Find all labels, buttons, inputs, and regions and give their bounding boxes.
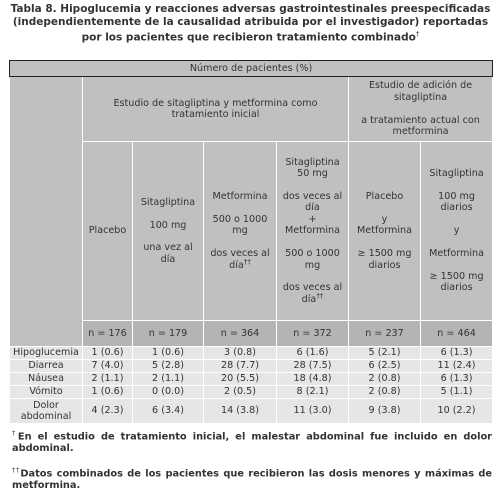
col-header-sitagliptina-metformina	[421, 142, 493, 321]
table-cell: 6 (1.3)	[421, 373, 493, 386]
col-combo-line5: 500 o 1000 mg	[285, 248, 340, 271]
table-cell: 1 (0.6)	[83, 347, 133, 360]
col-placebo2-line3: Metformina	[357, 225, 412, 237]
n-cell: n = 176	[83, 321, 133, 347]
header-group-addition	[349, 77, 493, 142]
footnote-2-mark: ††	[12, 466, 21, 474]
col-sita2-line4: Metformina	[429, 248, 485, 260]
table-cell: 11 (2.4)	[421, 360, 493, 373]
table-row	[10, 386, 493, 399]
footnote-1-text: En el estudio de tratamiento inicial, el malestar abdominal fue incluido en dolor abdominal.	[12, 431, 493, 455]
footnote-1	[12, 427, 492, 455]
col-sita2-line3: y	[453, 225, 460, 237]
table-row	[10, 399, 493, 424]
n-cell: n = 237	[349, 321, 421, 347]
table-title	[4, 3, 497, 44]
title-footnote-mark: †	[415, 30, 420, 38]
header-group-addition-line1: Estudio de adición de sitagliptina	[368, 80, 473, 103]
row-label-vomito: Vómito	[10, 386, 83, 399]
table-cell: 9 (3.8)	[349, 399, 421, 424]
col-header-combination	[277, 142, 349, 321]
table-row	[10, 373, 493, 386]
table-cell: 2 (0.8)	[349, 386, 421, 399]
table-cell: 10 (2.2)	[421, 399, 493, 424]
col-placebo2-line1: Placebo	[365, 191, 404, 203]
col-sita2-line5: ≥ 1500 mg diarios	[429, 270, 484, 294]
col-met-line3: dos veces al día	[210, 248, 270, 271]
row-label-hipoglucemia: Hipoglucemia	[10, 347, 83, 360]
col-sita2-line2: 100 mg diarios	[438, 191, 475, 214]
table-cell: 1 (0.6)	[133, 347, 204, 360]
col-sita2-line1: Sitagliptina	[429, 168, 484, 180]
col-combo-footnote-mark: ††	[316, 291, 324, 300]
table-cell: 5 (1.1)	[421, 386, 493, 399]
n-cell: n = 372	[277, 321, 349, 347]
table-cell: 7 (4.0)	[83, 360, 133, 373]
col-sita-line3: una vez al día	[143, 242, 193, 265]
col-placebo2-line4: ≥ 1500 mg diarios	[357, 248, 412, 271]
footnote-1-mark: †	[12, 429, 18, 437]
header-patient-count: Número de pacientes (%)	[10, 61, 493, 77]
table-cell: 4 (2.3)	[83, 399, 133, 424]
col-combo-line2: dos veces al día	[282, 191, 343, 214]
header-group-initial: Estudio de sitagliptina y metformina como tratamiento inicial	[83, 77, 349, 142]
col-combo-line1: Sitagliptina 50 mg	[285, 156, 340, 180]
col-combo-line3: +	[308, 213, 317, 225]
col-header-sitagliptina	[133, 142, 204, 321]
table-cell: 3 (0.8)	[204, 347, 277, 360]
table-cell: 18 (4.8)	[277, 373, 349, 386]
table-title-text: Tabla 8. Hipoglucemia y reacciones adversas gastrointestinales preespecificadas (independientemente de la causalidad atribuida por el investigador) reportadas por los pacientes que recibieron tratamiento combinado	[10, 3, 491, 44]
table-cell: 6 (3.4)	[133, 399, 204, 424]
col-placebo2-line2: y	[381, 213, 388, 225]
table-cell: 6 (2.5)	[349, 360, 421, 373]
table-cell: 20 (5.5)	[204, 373, 277, 386]
table-cell: 0 (0.0)	[133, 386, 204, 399]
footnote-2-text: Datos combinados de los pacientes que recibieron las dosis menores y máximas de metformina.	[12, 468, 493, 492]
table-cell: 11 (3.0)	[277, 399, 349, 424]
footnote-2	[12, 464, 492, 492]
col-header-metformina	[204, 142, 277, 321]
col-sita-line1: Sitagliptina	[140, 196, 196, 208]
n-cell: n = 464	[421, 321, 493, 347]
col-met-footnote-mark: ††	[243, 257, 251, 266]
col-met-line1: Metformina	[212, 191, 268, 203]
table-cell: 28 (7.5)	[277, 360, 349, 373]
col-header-placebo: Placebo	[83, 142, 133, 321]
table-cell: 1 (0.6)	[83, 386, 133, 399]
col-header-placebo-metformina	[349, 142, 421, 321]
table-row	[10, 360, 493, 373]
col-met-line2: 500 o 1000 mg	[212, 213, 268, 237]
n-cell: n = 179	[133, 321, 204, 347]
n-cell: n = 364	[204, 321, 277, 347]
table-cell: 6 (1.3)	[421, 347, 493, 360]
table-row	[10, 347, 493, 360]
row-label-diarrea: Diarrea	[10, 360, 83, 373]
header-empty-corner	[10, 77, 83, 347]
table-cell: 8 (2.1)	[277, 386, 349, 399]
table-cell: 28 (7.7)	[204, 360, 277, 373]
row-label-dolor-abdominal: Dolor abdominal	[10, 399, 83, 424]
table-cell: 2 (0.8)	[349, 373, 421, 386]
table-cell: 2 (1.1)	[133, 373, 204, 386]
adverse-reactions-table	[9, 60, 493, 424]
table-cell: 5 (2.1)	[349, 347, 421, 360]
table-cell: 14 (3.8)	[204, 399, 277, 424]
col-combo-line4: Metformina	[285, 225, 340, 237]
table-cell: 6 (1.6)	[277, 347, 349, 360]
row-label-nausea: Náusea	[10, 373, 83, 386]
col-combo-line6: dos veces al día	[282, 282, 343, 305]
table-cell: 2 (1.1)	[83, 373, 133, 386]
col-sita-line2: 100 mg	[149, 219, 187, 231]
table-cell: 2 (0.5)	[204, 386, 277, 399]
header-group-addition-line2: a tratamiento actual con metformina	[361, 114, 480, 138]
table-cell: 5 (2.8)	[133, 360, 204, 373]
